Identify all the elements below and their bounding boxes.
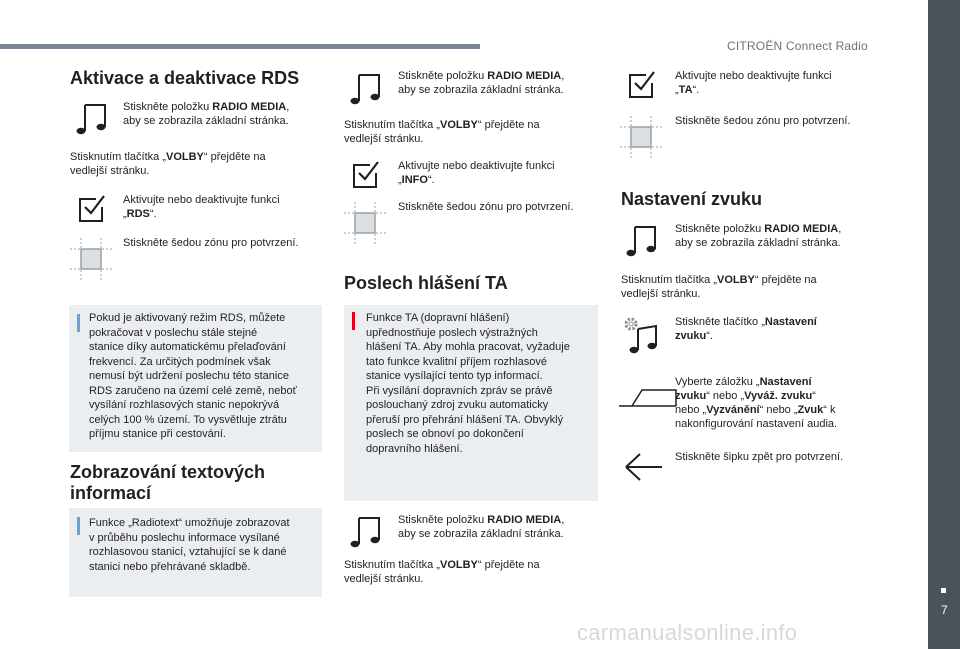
header-title: CITROËN Connect Radio (727, 39, 868, 53)
step-radio-media: Stiskněte položku RADIO MEDIA, aby se zobrazila základní stránka. (123, 101, 290, 127)
step-confirm: Stiskněte šedou zónu pro potvrzení. (398, 201, 574, 213)
grey-zone-icon (342, 200, 388, 246)
info-bar-icon (77, 314, 80, 332)
info-text-radiotext: Funkce „Radiotext“ umožňuje zobrazovat v průběhu poslechu informace vysílané rozhlasovou stanicí, vztahující se k dané stanici nebo přehrávané skladbě. (89, 517, 290, 573)
music-note-icon (618, 216, 664, 262)
step-volby: Stisknutím tlačítka „VOLBY“ přejděte na vedlejší stránku. (344, 559, 540, 585)
step-confirm: Stiskněte šedou zónu pro potvrzení. (675, 115, 851, 127)
warning-text-ta: Funkce TA (dopravní hlášení) upřednostňuje poslech výstražných hlášení TA. Aby mohla pracovat, vyžaduje tato funkce kvalitní příjem rozhlasové stanice vysílající tento typ informací. Při vysílání dopravních zpráv se právě poslouchaný zdroj zvuku automaticky přeruší pro přehrání hlášení TA. Obvyklý poslech se obnoví po dokončení dopravního hlášení. (366, 312, 570, 455)
step-radio-media: Stiskněte položku RADIO MEDIA, aby se zobrazila základní stránka. (398, 514, 565, 540)
step-volby: Stisknutím tlačítka „VOLBY“ přejděte na vedlejší stránku. (344, 119, 540, 145)
checkbox-check-icon (68, 187, 114, 233)
step-radio-media: Stiskněte položku RADIO MEDIA, aby se zobrazila základní stránka. (398, 70, 565, 96)
step-volby: Stisknutím tlačítka „VOLBY“ přejděte na vedlejší stránku. (621, 274, 817, 300)
step-activate-info: Aktivujte nebo deaktivujte funkci „INFO“. (398, 160, 555, 186)
page-marker (941, 588, 946, 593)
page-sidebar (928, 0, 960, 649)
checkbox-check-icon (342, 153, 388, 199)
step-confirm-back: Stiskněte šipku zpět pro potvrzení. (675, 451, 844, 463)
info-box-radiotext (69, 508, 322, 597)
grey-zone-icon (68, 236, 114, 282)
section-title-text-info: Zobrazování textových informací (70, 462, 266, 503)
music-note-icon (342, 64, 388, 110)
music-note-icon (68, 94, 114, 140)
tab-icon (618, 376, 678, 416)
warning-exclamation-icon (352, 312, 355, 330)
section-title-sound: Nastavení zvuku (621, 189, 763, 209)
step-select-tab: Vyberte záložku „Nastavení zvuku“ nebo „Vyváž. zvuku“ nebo „Vyzvánění“ nebo „Zvuk“ k nakonfigurování nastavení audia. (675, 376, 838, 430)
step-volby: Stisknutím tlačítka „VOLBY“ přejděte na vedlejší stránku. (70, 151, 266, 177)
page-number: 7 (941, 603, 948, 617)
info-box-rds (69, 305, 322, 452)
watermark: carmanualsonline.info (577, 620, 798, 645)
step-confirm: Stiskněte šedou zónu pro potvrzení. (123, 237, 299, 249)
music-note-icon (342, 507, 388, 553)
step-activate-rds: Aktivujte nebo deaktivujte funkci „RDS“. (123, 194, 280, 220)
back-arrow-icon (618, 444, 664, 490)
step-activate-ta: Aktivujte nebo deaktivujte funkci „TA“. (675, 70, 832, 96)
checkbox-check-icon (618, 63, 664, 109)
header-rule (0, 44, 480, 49)
section-title-rds: Aktivace a deaktivace RDS (70, 68, 300, 88)
section-title-ta: Poslech hlášení TA (344, 273, 508, 293)
info-text-rds: Pokud je aktivovaný režim RDS, můžete pokračovat v poslechu stále stejné stanice díky automatickému přelaďování frekvencí. Za určitých podmínek však nemusí být udržení poslechu této stanice RDS zaručeno na území celé země, neboť vysílání rozhlasových stanic nepokrývá celých 100 % území. To vysvětluje ztrátu příjmu stanice při cestování. (89, 312, 297, 440)
info-bar-icon (77, 517, 80, 535)
grey-zone-icon (618, 114, 664, 160)
warning-box-ta (344, 305, 598, 501)
gear-music-icon (618, 312, 664, 358)
step-sound-settings: Stiskněte tlačítko „Nastavení zvuku“. (675, 316, 817, 342)
step-radio-media: Stiskněte položku RADIO MEDIA, aby se zobrazila základní stránka. (675, 223, 842, 249)
